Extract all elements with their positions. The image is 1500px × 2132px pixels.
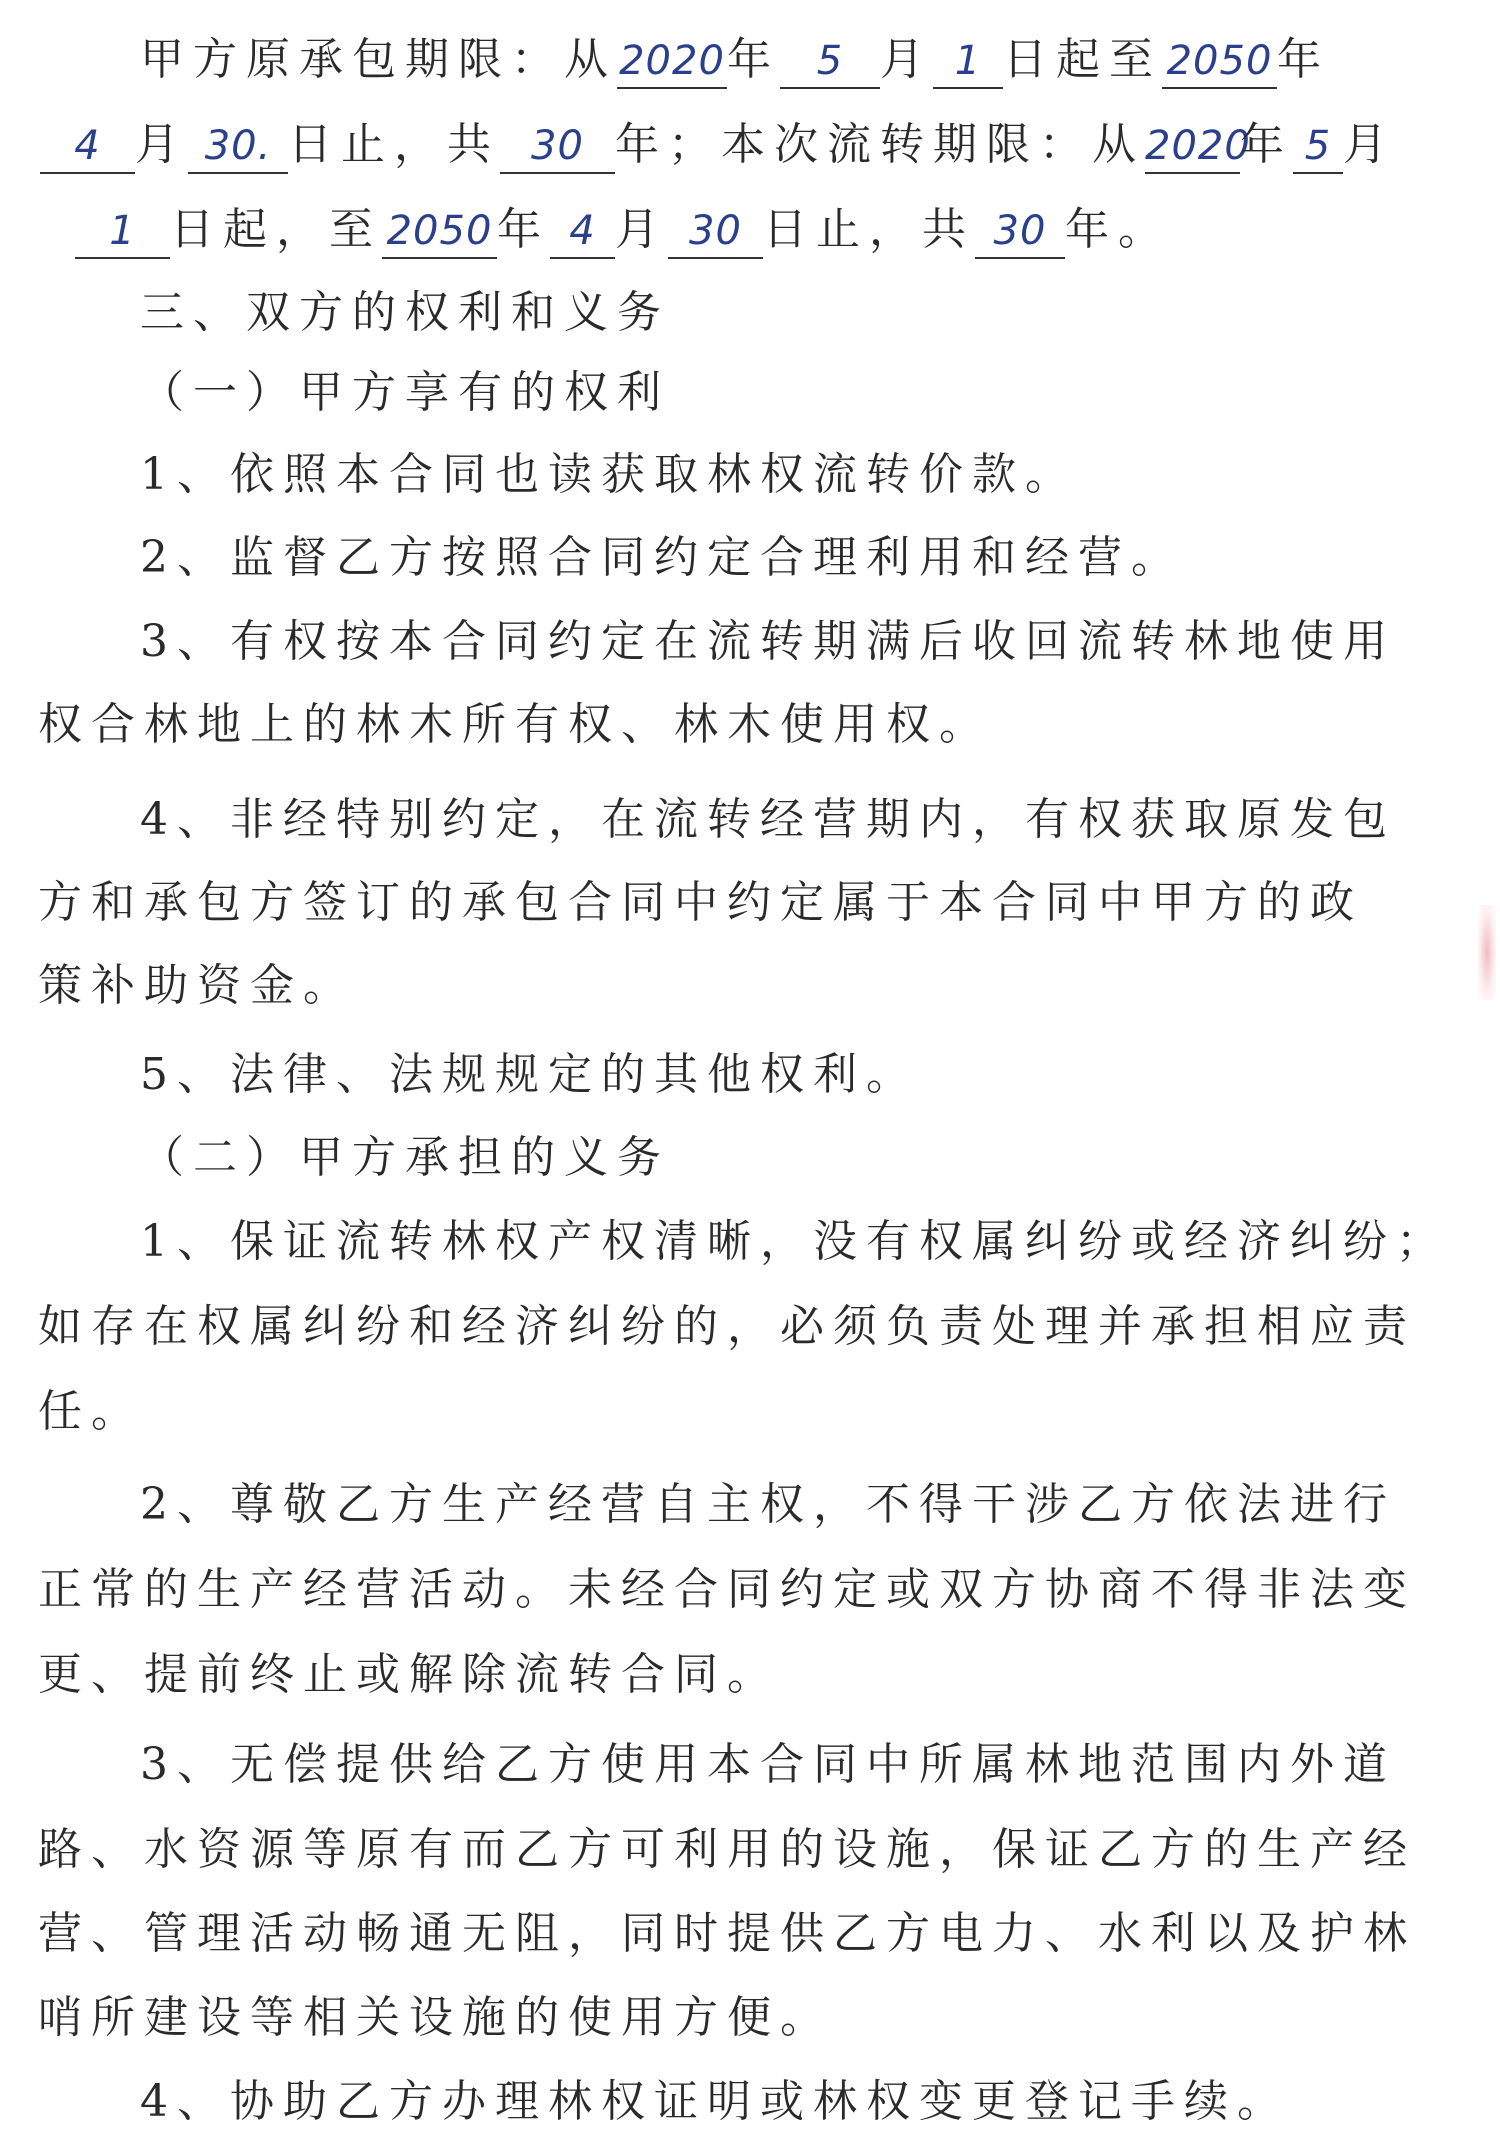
period-text: 月	[880, 34, 933, 85]
duties-item-3-cont: 营、管理活动畅通无阻，同时提供乙方电力、水利以及护林	[38, 1908, 1416, 1959]
period-text: 日止，共	[763, 204, 975, 255]
period-text: 甲方原承包期限：从	[140, 34, 617, 85]
section-heading: 三、双方的权利和义务	[140, 287, 670, 338]
period-text: 月	[615, 204, 668, 255]
period-text: 年	[727, 34, 780, 85]
period-line-1	[140, 30, 1330, 90]
transfer-end-year: 2050	[382, 205, 497, 259]
period-text: 年	[497, 204, 550, 255]
transfer-start-day: 1	[75, 205, 170, 259]
rights-item-1: 1、依照本合同也读获取林权流转价款。	[140, 449, 1078, 500]
transfer-total-years: 30	[975, 205, 1065, 259]
period-text: 年。	[1065, 204, 1171, 255]
rights-item-4-cont: 策补助资金。	[38, 960, 356, 1011]
transfer-start-month: 5	[1293, 120, 1343, 174]
orig-start-month: 5	[780, 35, 880, 89]
duties-item-2-cont: 更、提前终止或解除流转合同。	[38, 1649, 780, 1700]
seal-mark	[1478, 905, 1496, 1000]
period-text: 月	[135, 119, 188, 170]
duties-item-1-cont: 任。	[38, 1386, 144, 1437]
period-text: 年；本次流转期限：从	[615, 119, 1145, 170]
orig-start-day: 1	[933, 35, 1003, 89]
rights-item-4: 4、非经特别约定，在流转经营期内，有权获取原发包	[140, 794, 1396, 845]
period-text: 年	[1240, 119, 1293, 170]
period-text: 日止，共	[288, 119, 500, 170]
rights-item-3-cont: 权合林地上的林木所有权、林木使用权。	[38, 699, 992, 750]
orig-end-day: 30.	[188, 120, 288, 174]
rights-item-3: 3、有权按本合同约定在流转期满后收回流转林地使用	[140, 616, 1396, 667]
period-text: 月	[1343, 119, 1396, 170]
transfer-start-year: 2020	[1145, 120, 1240, 174]
rights-item-5: 5、法律、法规规定的其他权利。	[140, 1049, 919, 1100]
duties-item-2: 2、尊敬乙方生产经营自主权，不得干涉乙方依法进行	[140, 1479, 1396, 1530]
period-text: 日起至	[1003, 34, 1162, 85]
duties-item-3-cont: 路、水资源等原有而乙方可利用的设施，保证乙方的生产经	[38, 1824, 1416, 1875]
orig-end-year: 2050	[1162, 35, 1277, 89]
duties-item-1: 1、保证流转林权产权清晰，没有权属纠纷或经济纠纷；	[140, 1216, 1449, 1267]
period-text: 年	[1277, 34, 1330, 85]
rights-heading: （一）甲方享有的权利	[140, 367, 670, 418]
orig-end-month: 4	[40, 120, 135, 174]
duties-item-1-cont: 如存在权属纠纷和经济纠纷的，必须负责处理并承担相应责	[38, 1301, 1416, 1352]
period-text: 日起，至	[170, 204, 382, 255]
orig-total-years: 30	[500, 120, 615, 174]
duties-heading: （二）甲方承担的义务	[140, 1132, 670, 1183]
duties-item-3-cont: 哨所建设等相关设施的使用方便。	[38, 1992, 833, 2043]
rights-item-2: 2、监督乙方按照合同约定合理利用和经营。	[140, 532, 1184, 583]
transfer-end-month: 4	[550, 205, 615, 259]
duties-item-4: 4、协助乙方办理林权证明或林权变更登记手续。	[140, 2076, 1290, 2127]
transfer-end-day: 30	[668, 205, 763, 259]
orig-start-year: 2020	[617, 35, 727, 89]
period-line-2	[40, 115, 1396, 175]
duties-item-3: 3、无偿提供给乙方使用本合同中所属林地范围内外道	[140, 1739, 1396, 1790]
duties-item-2-cont: 正常的生产经营活动。未经合同约定或双方协商不得非法变	[38, 1564, 1416, 1615]
period-line-3	[75, 200, 1171, 260]
rights-item-4-cont: 方和承包方签订的承包合同中约定属于本合同中甲方的政	[38, 877, 1363, 928]
